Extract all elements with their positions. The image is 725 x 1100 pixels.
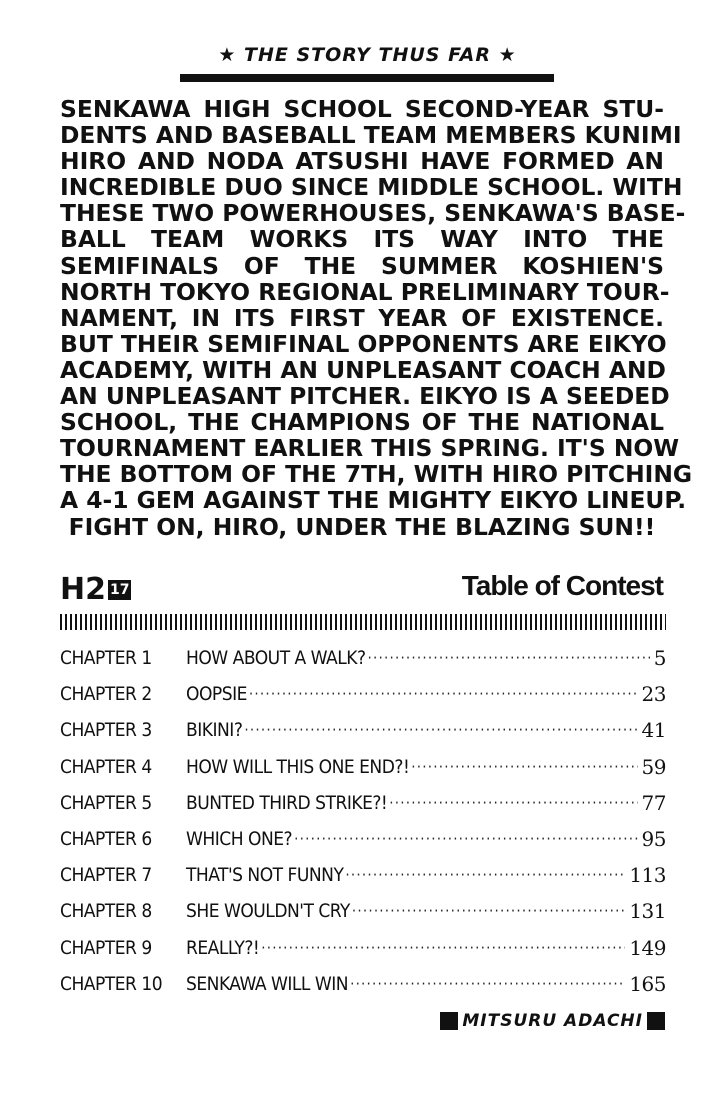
dot-leader [261,939,625,957]
chapter-title: REALLY?! [186,936,260,959]
chapter-page: 131 [629,899,666,924]
chapter-title: OOPSIE [186,683,247,706]
chapter-title: SHE WOULDN'T CRY [186,900,350,923]
toc-heading: Table of Contest [461,570,663,601]
story-line: TOURNAMENT EARLIER THIS SPRING. IT'S NOW [60,434,680,463]
chapter-page: 59 [641,754,666,779]
toc-row [60,930,666,966]
chapter-number: CHAPTER 3 [60,719,152,742]
chapter-number: CHAPTER 2 [60,683,152,706]
story-summary [60,95,693,541]
toc-row [60,785,666,821]
dot-leader [350,975,625,993]
story-line: DENTS AND BASEBALL TEAM MEMBERS KUNIMI [60,121,682,150]
dot-leader [345,866,625,884]
story-line: ACADEMY, WITH AN UNPLEASANT COACH AND [60,355,666,384]
toc-row [60,749,666,785]
chapter-number: CHAPTER 8 [60,900,152,923]
volume-title: H2 [60,572,106,607]
header-rule [180,74,554,82]
chapter-page: 149 [629,935,666,960]
toc-row [60,712,666,748]
chapter-title: THAT'S NOT FUNNY [186,864,344,887]
chapter-page: 41 [641,718,666,743]
chapter-title: HOW ABOUT A WALK? [186,647,366,670]
chapter-number: CHAPTER 1 [60,647,152,670]
toc-row [60,857,666,893]
toc-row [60,966,666,1002]
toc-row [60,821,666,857]
chapter-page: 23 [641,682,666,707]
story-line: HIRO AND NODA ATSUSHI HAVE FORMED AN [60,147,664,176]
story-line: SCHOOL, THE CHAMPIONS OF THE NATIONAL [60,408,664,437]
story-line: INCREDIBLE DUO SINCE MIDDLE SCHOOL. WITH [60,173,683,202]
chapter-number: CHAPTER 10 [60,972,163,995]
chapter-title: HOW WILL THIS ONE END?! [186,755,410,778]
dot-leader [411,758,637,776]
table-of-contents [60,640,666,1002]
toc-row [60,676,666,712]
story-line: A 4-1 GEM AGAINST THE MIGHTY EIKYO LINEUP. [60,486,687,515]
chapter-page: 5 [653,646,666,671]
story-line: THE BOTTOM OF THE 7TH, WITH HIRO PITCHING [60,460,693,489]
tick-rule [60,614,666,630]
chapter-page: 77 [641,790,666,815]
story-line: AN UNPLEASANT PITCHER. EIKYO IS A SEEDED [60,382,670,411]
toc-row [60,893,666,929]
dot-leader [249,685,638,703]
chapter-number: CHAPTER 9 [60,936,152,959]
story-line: SENKAWA HIGH SCHOOL SECOND-YEAR STU- [60,95,664,123]
volume-number-badge: 17 [109,581,130,598]
chapter-title: SENKAWA WILL WIN [186,972,349,995]
dot-leader [368,649,650,667]
toc-row [60,640,666,676]
square-icon [647,1012,665,1030]
chapter-number: CHAPTER 7 [60,864,152,887]
dot-leader [244,721,637,739]
story-line: SEMIFINALS OF THE SUMMER KOSHIEN'S [60,251,664,280]
story-line: FIGHT ON, HIRO, UNDER THE BLAZING SUN!! [68,512,656,541]
chapter-page: 95 [641,827,666,852]
chapter-number: CHAPTER 4 [60,755,152,778]
chapter-page: 113 [629,863,666,888]
chapter-number: CHAPTER 6 [60,828,152,851]
chapter-number: CHAPTER 5 [60,791,152,814]
author-credit [440,1011,665,1031]
volume-label [60,572,131,607]
square-icon [440,1012,458,1030]
chapter-page: 165 [629,971,666,996]
story-header: ★ THE STORY THUS FAR ★ [218,44,517,66]
chapter-title: WHICH ONE? [186,828,293,851]
story-line: NAMENT, IN ITS FIRST YEAR OF EXISTENCE. [60,303,664,332]
story-line: BALL TEAM WORKS ITS WAY INTO THE [60,225,664,254]
dot-leader [352,902,625,920]
story-line: NORTH TOKYO REGIONAL PRELIMINARY TOUR- [60,277,670,306]
chapter-title: BUNTED THIRD STRIKE?! [186,791,388,814]
author-name: MITSURU ADACHI [462,1011,643,1031]
story-line: THESE TWO POWERHOUSES, SENKAWA'S BASE- [60,199,686,228]
dot-leader [294,830,637,848]
story-line: BUT THEIR SEMIFINAL OPPONENTS ARE EIKYO [60,329,667,358]
dot-leader [389,794,637,812]
chapter-title: BIKINI? [186,719,243,742]
